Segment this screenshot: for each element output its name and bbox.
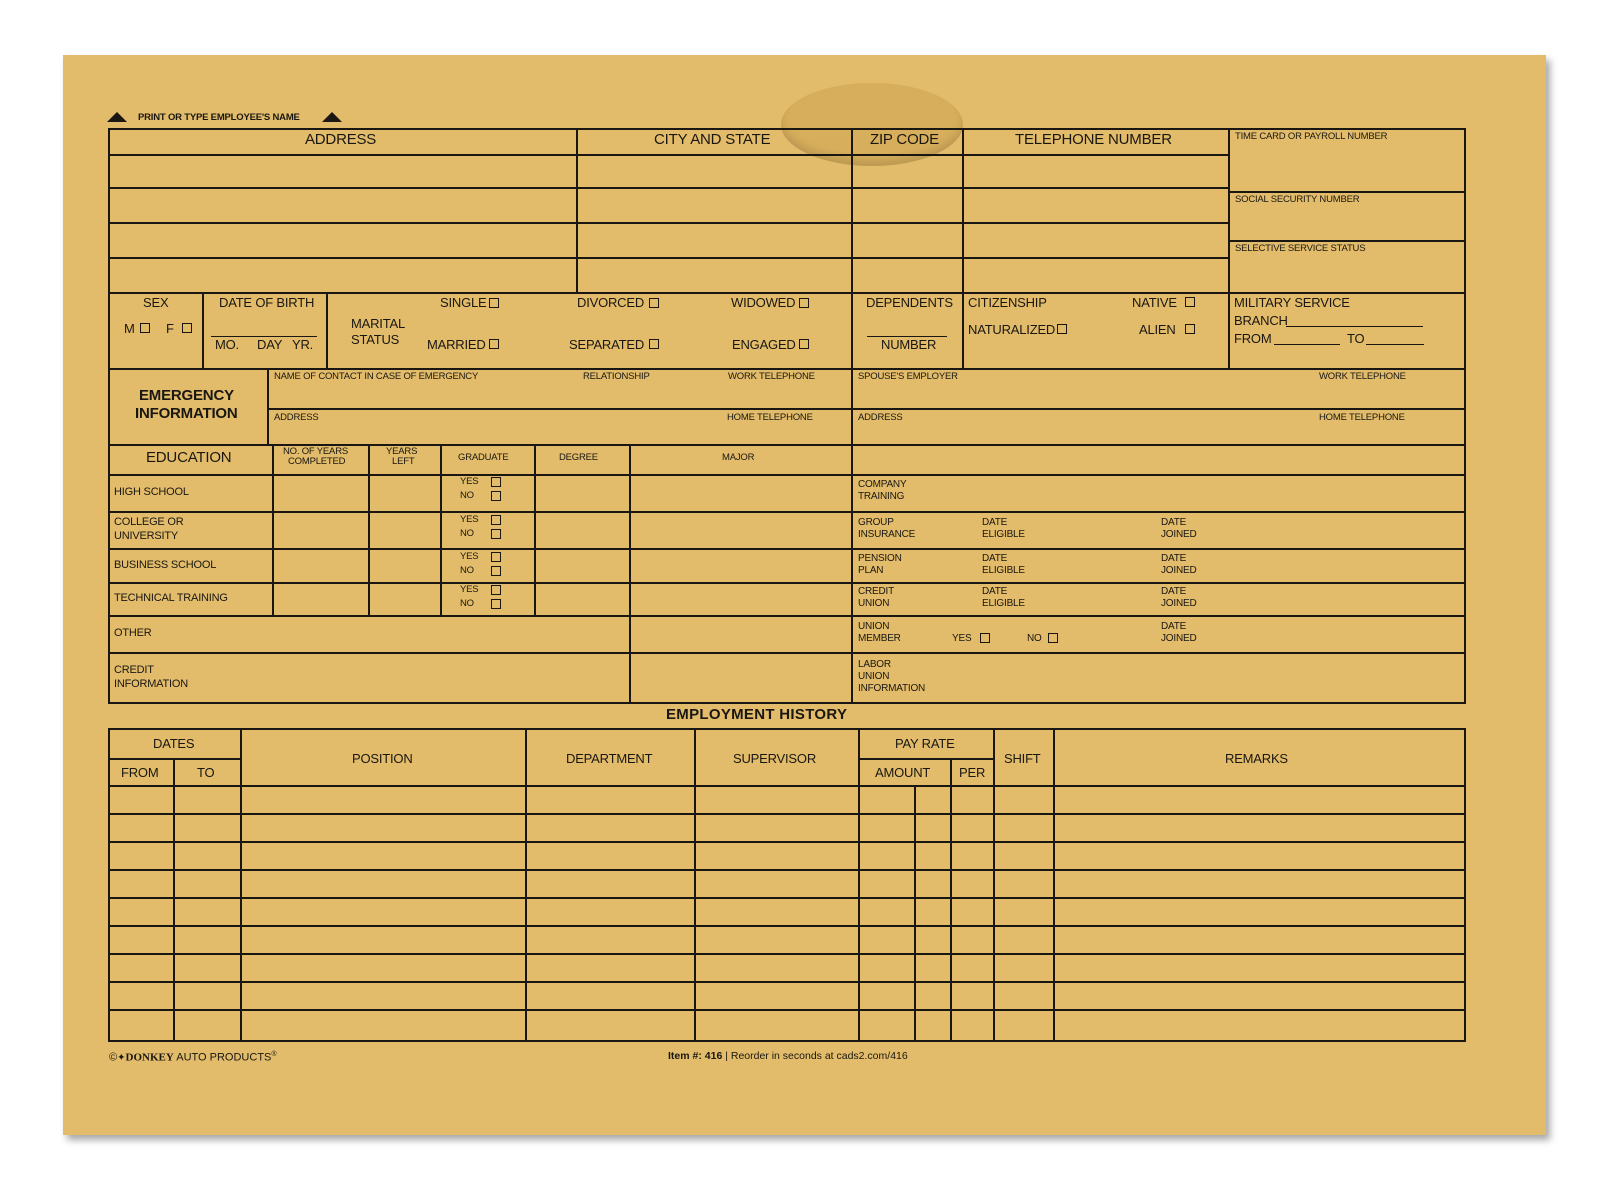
labor-union-label-2: UNION [858, 671, 890, 682]
degree-header: DEGREE [559, 452, 598, 463]
male-label: M [124, 321, 135, 336]
branch-label: BRANCH [1234, 313, 1288, 328]
credit-info-label-1: CREDIT [114, 664, 154, 676]
group-insurance-label-1: GROUP [858, 517, 894, 528]
work-telephone-label: WORK TELEPHONE [728, 371, 815, 382]
pay-rate-header: PAY RATE [895, 736, 955, 751]
college-label-2: UNIVERSITY [114, 530, 179, 542]
widowed-label: WIDOWED [731, 295, 796, 310]
male-checkbox[interactable] [140, 323, 150, 333]
dob-day: DAY [257, 337, 283, 352]
selective-service-label: SELECTIVE SERVICE STATUS [1235, 243, 1366, 254]
naturalized-label: NATURALIZED [968, 322, 1056, 337]
dob-mo: MO. [215, 337, 239, 352]
address-header: ADDRESS [305, 131, 377, 148]
union-date-label: DATE [1161, 621, 1187, 632]
pension-label-1: PENSION [858, 553, 902, 564]
telephone-header: TELEPHONE NUMBER [1015, 131, 1172, 148]
amount-header: AMOUNT [875, 765, 931, 780]
technical-yes-label: YES [460, 584, 479, 595]
donkey-icon: ✦ [117, 1052, 126, 1064]
ssn-label: SOCIAL SECURITY NUMBER [1235, 194, 1360, 205]
military-to-line[interactable] [1366, 344, 1424, 345]
separated-label: SEPARATED [569, 337, 645, 352]
college-no-checkbox[interactable] [491, 529, 501, 539]
credit-union-date-label: DATE [982, 586, 1008, 597]
group-joined-label: JOINED [1161, 529, 1197, 540]
hs-no-label: NO [460, 490, 474, 501]
union-joined-label: JOINED [1161, 633, 1197, 644]
emergency-address-label: ADDRESS [274, 412, 319, 423]
labor-union-label-1: LABOR [858, 659, 891, 670]
graduate-header: GRADUATE [458, 452, 509, 463]
union-member-label-1: UNION [858, 621, 890, 632]
female-label: F [166, 321, 174, 336]
triangle-right-icon [322, 112, 342, 122]
college-yes-checkbox[interactable] [491, 515, 501, 525]
pension-date-label: DATE [982, 553, 1008, 564]
years-left-header-1: YEARS [386, 446, 418, 457]
technical-label: TECHNICAL TRAINING [114, 592, 228, 604]
home-telephone-label: HOME TELEPHONE [727, 412, 813, 423]
divorced-checkbox[interactable] [649, 298, 659, 308]
naturalized-checkbox[interactable] [1057, 324, 1067, 334]
from-header: FROM [121, 765, 159, 780]
pension-eligible-label: ELIGIBLE [982, 565, 1025, 576]
divorced-label: DIVORCED [577, 295, 645, 310]
credit-union-joined-label: JOINED [1161, 598, 1197, 609]
footer-item-info [668, 1051, 908, 1062]
position-header: POSITION [352, 751, 413, 766]
widowed-checkbox[interactable] [799, 298, 809, 308]
separated-checkbox[interactable] [649, 339, 659, 349]
technical-no-checkbox[interactable] [491, 599, 501, 609]
employee-name-label: PRINT OR TYPE EMPLOYEE'S NAME [138, 112, 300, 123]
union-no-label: NO [1027, 633, 1042, 644]
spouse-address-label: ADDRESS [858, 412, 903, 423]
education-title: EDUCATION [146, 449, 232, 466]
union-member-label-2: MEMBER [858, 633, 901, 644]
dob-yr: YR. [292, 337, 314, 352]
branch-line[interactable] [1286, 326, 1423, 327]
marital-label-1: MARITAL [351, 316, 405, 331]
company-training-label-1: COMPANY [858, 479, 907, 490]
form-grid-lines [63, 55, 1546, 1135]
years-completed-header-2: COMPLETED [288, 456, 346, 467]
business-label: BUSINESS SCHOOL [114, 559, 217, 571]
dependents-label: DEPENDENTS [866, 295, 953, 310]
credit-union-label-1: CREDIT [858, 586, 895, 597]
credit-union-eligible-label: ELIGIBLE [982, 598, 1025, 609]
group-date-joined-label: DATE [1161, 517, 1187, 528]
supervisor-header: SUPERVISOR [733, 751, 817, 766]
high-school-label: HIGH SCHOOL [114, 486, 189, 498]
years-left-header-2: LEFT [392, 456, 415, 467]
business-no-label: NO [460, 565, 474, 576]
pension-date-joined-label: DATE [1161, 553, 1187, 564]
military-label: MILITARY SERVICE [1234, 295, 1350, 310]
married-checkbox[interactable] [489, 339, 499, 349]
marital-label-2: STATUS [351, 332, 400, 347]
to-header: TO [197, 765, 215, 780]
alien-label: ALIEN [1139, 322, 1176, 337]
citizenship-label: CITIZENSHIP [968, 295, 1047, 310]
engaged-label: ENGAGED [732, 337, 796, 352]
engaged-checkbox[interactable] [799, 339, 809, 349]
city-state-header: CITY AND STATE [654, 131, 771, 148]
brand-rest: AUTO PRODUCTS [176, 1051, 272, 1064]
emergency-title-2: INFORMATION [135, 405, 238, 422]
zip-header: ZIP CODE [870, 131, 939, 148]
emergency-contact-label: NAME OF CONTACT IN CASE OF EMERGENCY [274, 371, 479, 382]
single-label: SINGLE [440, 295, 487, 310]
college-yes-label: YES [460, 514, 479, 525]
military-from-label: FROM [1234, 331, 1272, 346]
triangle-left-icon [107, 112, 127, 122]
group-insurance-label-2: INSURANCE [858, 529, 916, 540]
pension-label-2: PLAN [858, 565, 884, 576]
dates-header: DATES [153, 736, 195, 751]
union-no-checkbox[interactable] [1048, 633, 1058, 643]
item-number: Item #: 416 [668, 1050, 723, 1062]
credit-union-date-joined-label: DATE [1161, 586, 1187, 597]
per-header: PER [959, 765, 986, 780]
major-header: MAJOR [722, 452, 755, 463]
sex-label: SEX [143, 295, 169, 310]
group-date-label: DATE [982, 517, 1008, 528]
brand-bold: DONKEY [125, 1051, 174, 1064]
shift-header: SHIFT [1004, 751, 1041, 766]
business-no-checkbox[interactable] [491, 566, 501, 576]
relationship-label: RELATIONSHIP [583, 371, 650, 382]
hs-yes-label: YES [460, 476, 479, 487]
remarks-header: REMARKS [1225, 751, 1288, 766]
years-completed-header-1: NO. OF YEARS [283, 446, 348, 457]
hs-no-checkbox[interactable] [491, 491, 501, 501]
spouse-home-telephone-label: HOME TELEPHONE [1319, 412, 1405, 423]
spouse-employer-label: SPOUSE'S EMPLOYER [858, 371, 958, 382]
labor-union-label-3: INFORMATION [858, 683, 926, 694]
time-card-label: TIME CARD OR PAYROLL NUMBER [1235, 131, 1388, 142]
college-label-1: COLLEGE OR [114, 516, 184, 528]
spouse-work-telephone-label: WORK TELEPHONE [1319, 371, 1406, 382]
employment-history-title: EMPLOYMENT HISTORY [666, 706, 848, 723]
alien-checkbox[interactable] [1185, 324, 1195, 334]
hs-yes-checkbox[interactable] [491, 477, 501, 487]
married-label: MARRIED [427, 337, 486, 352]
envelope-form [63, 55, 1546, 1135]
company-training-label-2: TRAINING [858, 491, 905, 502]
dob-label: DATE OF BIRTH [219, 295, 315, 310]
reorder-text: Reorder in seconds at cads2.com/416 [730, 1050, 908, 1062]
emergency-title-1: EMERGENCY [139, 387, 234, 404]
copyright-symbol: © [109, 1051, 118, 1064]
military-from-line[interactable] [1274, 344, 1340, 345]
other-label: OTHER [114, 627, 152, 639]
union-yes-checkbox[interactable] [980, 633, 990, 643]
business-yes-label: YES [460, 551, 479, 562]
native-checkbox[interactable] [1185, 297, 1195, 307]
credit-info-label-2: INFORMATION [114, 678, 188, 690]
group-eligible-label: ELIGIBLE [982, 529, 1025, 540]
college-no-label: NO [460, 528, 474, 539]
pension-joined-label: JOINED [1161, 565, 1197, 576]
union-yes-label: YES [952, 633, 972, 644]
registered-mark: ® [271, 1051, 277, 1058]
dependents-number: NUMBER [881, 337, 937, 352]
native-label: NATIVE [1132, 295, 1177, 310]
credit-union-label-2: UNION [858, 598, 890, 609]
footer-separator: | [725, 1050, 728, 1062]
female-checkbox[interactable] [182, 323, 192, 333]
military-to-label: TO [1347, 331, 1365, 346]
business-yes-checkbox[interactable] [491, 552, 501, 562]
brand-logo [109, 1051, 277, 1064]
single-checkbox[interactable] [489, 298, 499, 308]
department-header: DEPARTMENT [566, 751, 653, 766]
technical-no-label: NO [460, 598, 474, 609]
technical-yes-checkbox[interactable] [491, 585, 501, 595]
